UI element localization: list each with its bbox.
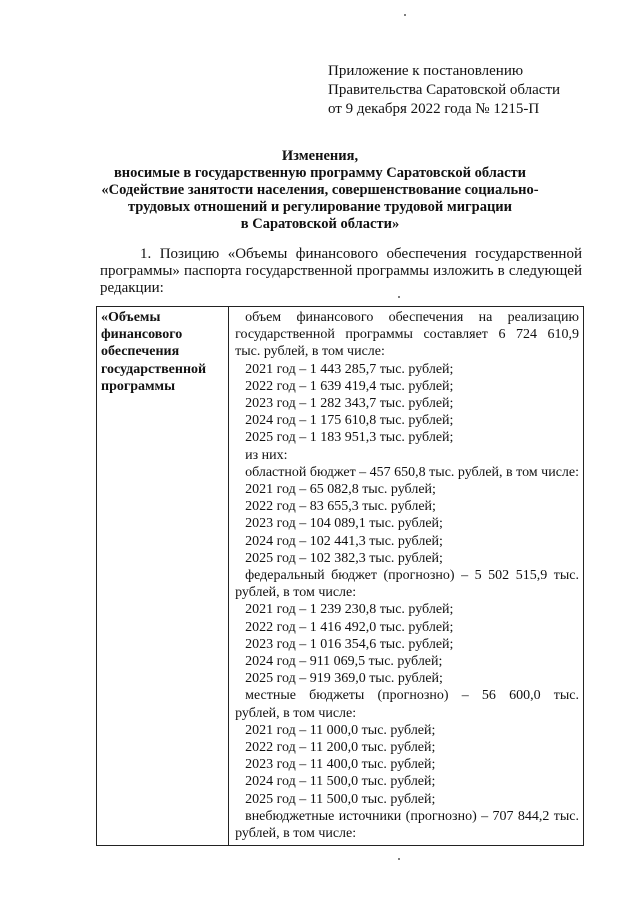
value-line: из них: xyxy=(245,447,288,463)
paragraph-line: редакции: xyxy=(100,280,164,296)
value-line: 2023 год – 1 016 354,6 тыс. рублей; xyxy=(245,636,454,652)
value-line: 2025 год – 102 382,3 тыс. рублей; xyxy=(245,550,443,566)
value-line: 2025 год – 11 500,0 тыс. рублей; xyxy=(245,791,436,807)
value-line: 2021 год – 65 082,8 тыс. рублей; xyxy=(245,482,436,498)
paragraph-line: 1. Позицию «Объемы финансового обеспечения государственной xyxy=(140,246,582,262)
scan-speck xyxy=(398,296,400,298)
value-line: рублей, в том числе: xyxy=(235,826,357,842)
title-line: трудовых отношений и регулирование трудовой миграции xyxy=(127,199,513,215)
value-line: федеральный бюджет (прогнозно) – 5 502 515,9 тыс. xyxy=(245,568,579,584)
appendix-line: Приложение к постановлению xyxy=(328,63,524,79)
value-line: тыс. рублей, в том числе: xyxy=(235,344,385,360)
value-line: 2022 год – 83 655,3 тыс. рублей; xyxy=(245,499,436,515)
value-line: 2021 год – 1 239 230,8 тыс. рублей; xyxy=(245,602,454,618)
label-line: обеспечения xyxy=(101,344,180,360)
title-line: вносимые в государственную программу Саратовской области xyxy=(113,165,527,181)
value-line: 2022 год – 1 416 492,0 тыс. рублей; xyxy=(245,619,454,635)
label-line: финансового xyxy=(101,327,183,343)
value-line: 2024 год – 102 441,3 тыс. рублей; xyxy=(245,533,443,549)
label-line: государственной xyxy=(101,361,207,377)
title-line: «Содействие занятости населения, совершенствование социально- xyxy=(101,182,539,198)
value-line: 2025 год – 1 183 951,3 тыс. рублей; xyxy=(245,430,454,446)
paragraph-1 xyxy=(100,246,582,297)
value-line: 2024 год – 911 069,5 тыс. рублей; xyxy=(245,654,443,670)
appendix-header xyxy=(328,62,560,119)
value-line: рублей, в том числе: xyxy=(235,705,357,721)
label-line: «Объемы xyxy=(101,310,161,325)
value-line: 2023 год – 11 400,0 тыс. рублей; xyxy=(245,757,436,773)
value-line: 2024 год – 1 175 610,8 тыс. рублей; xyxy=(245,413,454,429)
value-line: государственной программы составляет 6 724 610,9 xyxy=(235,327,579,343)
table-label-cell xyxy=(97,307,229,846)
table-row xyxy=(97,307,584,846)
title-line: Изменения, xyxy=(281,148,359,164)
value-line: рублей, в том числе: xyxy=(235,585,357,601)
label-line: программы xyxy=(101,378,175,394)
value-line: 2022 год – 1 639 419,4 тыс. рублей; xyxy=(245,378,454,394)
table-value-cell xyxy=(229,307,584,846)
financing-table xyxy=(96,306,584,846)
document-title xyxy=(60,148,580,233)
value-line: 2022 год – 11 200,0 тыс. рублей; xyxy=(245,740,436,756)
value-line: 2023 год – 1 282 343,7 тыс. рублей; xyxy=(245,396,454,412)
value-line: внебюджетные источники (прогнозно) – 707 844,2 тыс. xyxy=(245,808,579,824)
scan-speck xyxy=(404,14,406,16)
value-line: 2023 год – 104 089,1 тыс. рублей; xyxy=(245,516,443,532)
appendix-line: Правительства Саратовской области xyxy=(328,82,561,98)
value-line: 2025 год – 919 369,0 тыс. рублей; xyxy=(245,671,443,687)
value-line: объем финансового обеспечения на реализацию xyxy=(245,310,579,325)
title-line: в Саратовской области» xyxy=(240,216,400,232)
value-line: 2024 год – 11 500,0 тыс. рублей; xyxy=(245,774,436,790)
scan-speck xyxy=(398,858,400,860)
value-line: местные бюджеты (прогнозно) – 56 600,0 тыс. xyxy=(245,688,579,704)
appendix-line: от 9 декабря 2022 года № 1215-П xyxy=(328,101,540,117)
paragraph-line: программы» паспорта государственной программы изложить в следующей xyxy=(100,263,582,279)
value-line: областной бюджет – 457 650,8 тыс. рублей, в том числе: xyxy=(245,464,579,480)
value-line: 2021 год – 11 000,0 тыс. рублей; xyxy=(245,722,436,738)
value-line: 2021 год – 1 443 285,7 тыс. рублей; xyxy=(245,361,454,377)
